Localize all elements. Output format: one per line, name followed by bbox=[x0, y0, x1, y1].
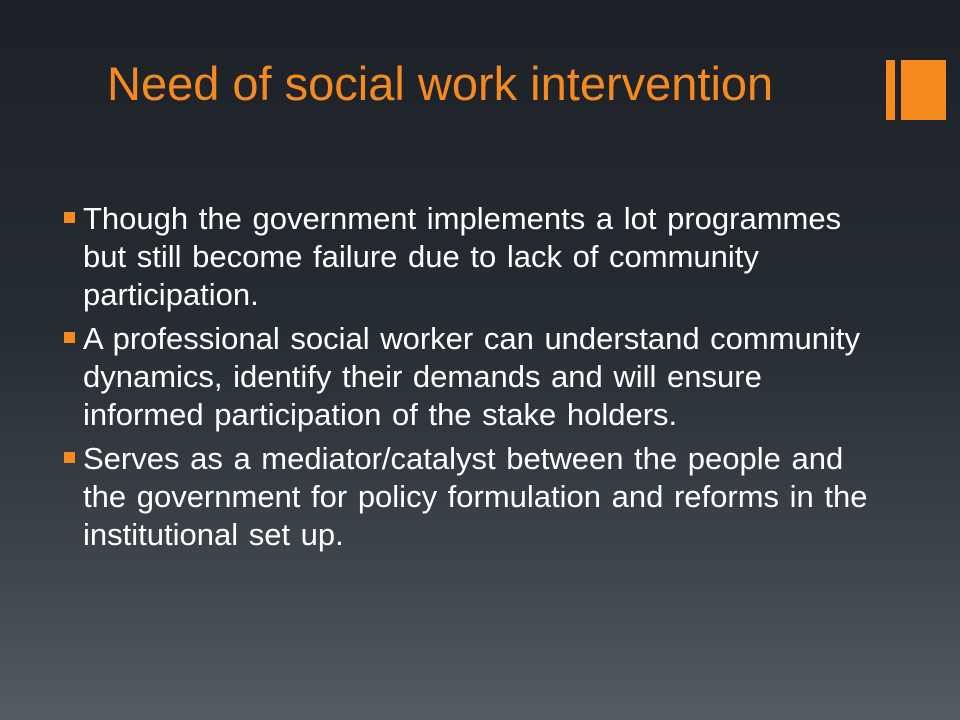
square-bullet-icon bbox=[64, 212, 75, 223]
bullet-item bbox=[64, 440, 884, 554]
bullet-item bbox=[64, 200, 884, 314]
accent-bars-decoration bbox=[886, 60, 960, 120]
square-bullet-icon bbox=[64, 452, 75, 463]
accent-wide-bar bbox=[901, 60, 946, 120]
accent-thin-bar bbox=[886, 60, 895, 120]
square-bullet-icon bbox=[64, 332, 75, 343]
slide-title: Need of social work intervention bbox=[107, 57, 774, 110]
bullet-text: Serves as a mediator/catalyst between the people and the government for policy formulation and reforms in the institutional set up. bbox=[83, 441, 868, 552]
bullet-text: A professional social worker can understand community dynamics, identify their demands and will ensure informed participation of the stake holders. bbox=[83, 321, 861, 432]
bullet-text: Though the government implements a lot programmes but still become failure due to lack of community participation. bbox=[83, 201, 842, 312]
bullet-list bbox=[64, 200, 884, 560]
bullet-item bbox=[64, 320, 884, 434]
